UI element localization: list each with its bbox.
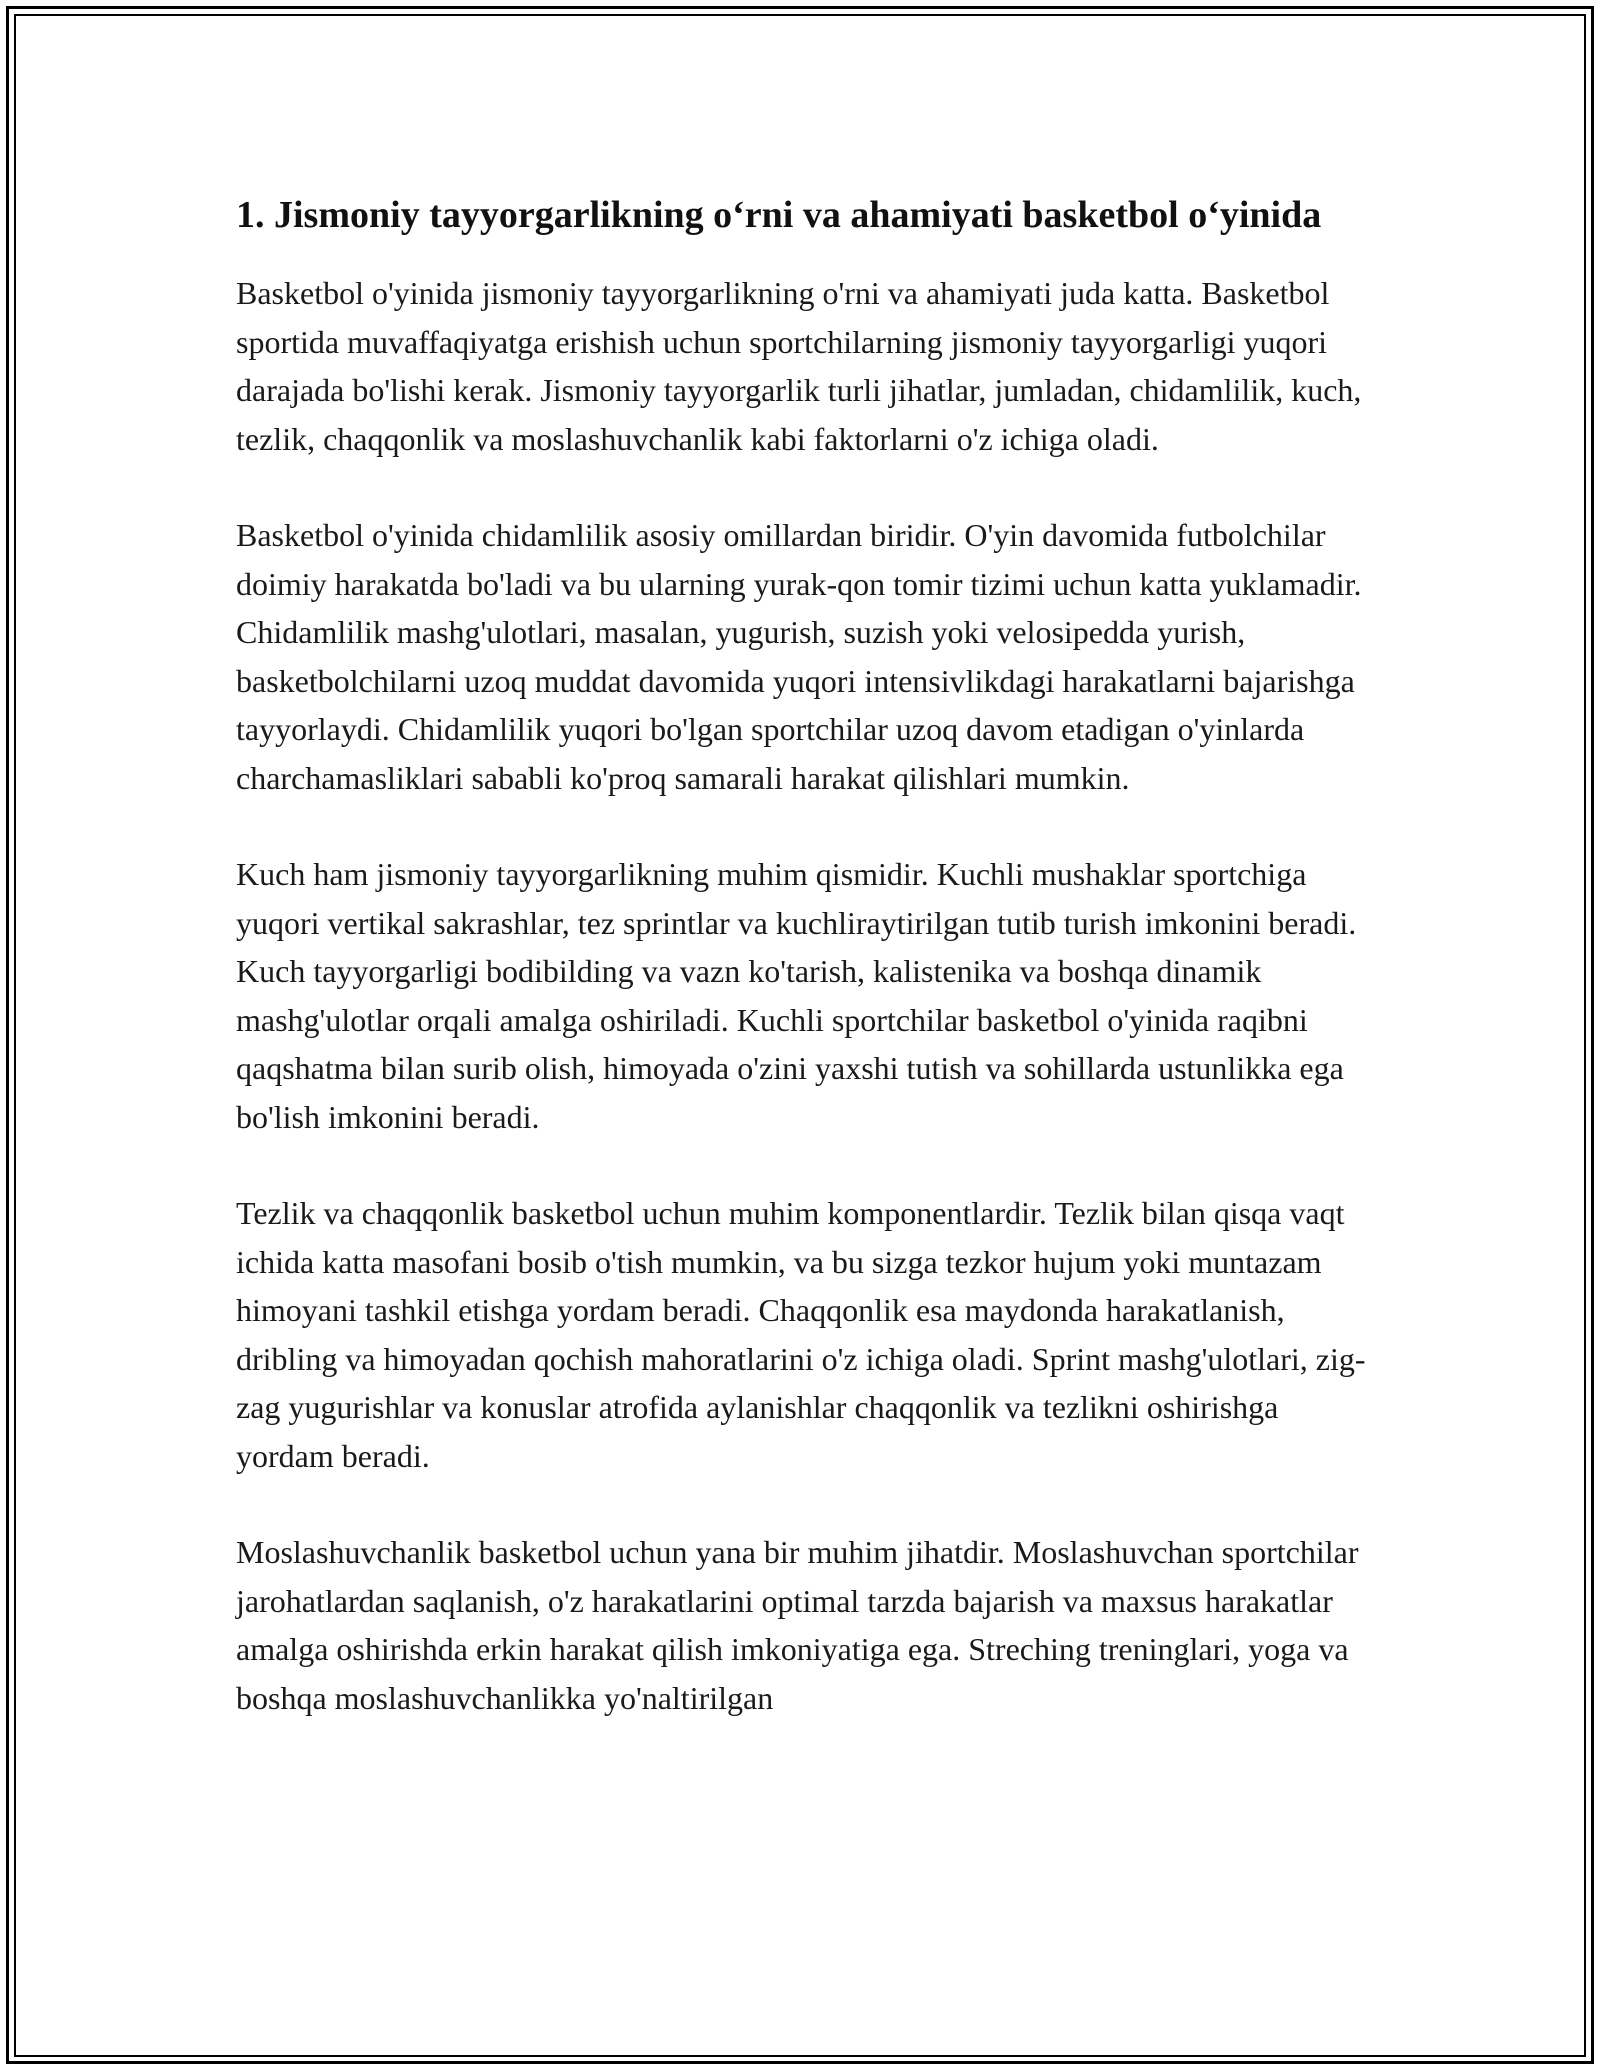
paragraph-speed-agility: Tezlik va chaqqonlik basketbol uchun muhim komponentlardir. Tezlik bilan qisqa vaqt ichida katta masofani bosib o'tish mumkin, va bu sizga tezkor hujum yoki muntazam himoyani tashkil etishga yordam beradi. Chaqqonlik esa maydonda harakatlanish, dribling va himoyadan qochish mahoratlarini o'z ichiga oladi. Sprint mashg'ulotlari, zig-zag yugurishlar va konuslar atrofida aylanishlar chaqqonlik va tezlikni oshirishga yordam beradi. [236,1195,1366,1474]
section-heading: 1. Jismoniy tayyorgarlikning o‘rni va ahamiyati basketbol o‘yinida [236,194,1322,236]
paragraph-flexibility: Moslashuvchanlik basketbol uchun yana bir muhim jihatdir. Moslashuvchan sportchilar jarohatlardan saqlanish, o'z harakatlarini optimal tarzda bajarish va maxsus harakatlar amalga oshirishda erkin harakat qilish imkoniyatiga ega. Streching treninglari, yoga va boshqa moslashuvchanlikka yo'naltirilgan [236,1534,1359,1716]
paragraph-endurance: Basketbol o'yinida chidamlilik asosiy omillardan biridir. O'yin davomida futbolchilar doimiy harakatda bo'ladi va bu ularning yurak-qon tomir tizimi uchun katta yuklamadir. Chidamlilik mashg'ulotlari, masalan, yugurish, suzish yoki velosipedda yurish, basketbolchilarni uzoq muddat davomida yuqori intensivlikdagi harakatlarni bajarishga tayyorlaydi. Chidamlilik yuqori bo'lgan sportchilar uzoq davom etadigan o'yinlarda charchamasliklari sababli ko'proq samarali harakat qilishlari mumkin. [236,517,1362,796]
paragraph-intro: Basketbol o'yinida jismoniy tayyorgarlikning o'rni va ahamiyati juda katta. Basketbol sportida muvaffaqiyatga erishish uchun sportchilarning jismoniy tayyorgarligi yuqori darajada bo'lishi kerak. Jismoniy tayyorgarlik turli jihatlar, jumladan, chidamlilik, kuch, tezlik, chaqqonlik va moslashuvchanlik kabi faktorlarni o'z ichiga oladi. [236,275,1362,457]
paragraph-strength: Kuch ham jismoniy tayyorgarlikning muhim qismidir. Kuchli mushaklar sportchiga yuqori vertikal sakrashlar, tez sprintlar va kuchliraytirilgan tutib turish imkonini beradi. Kuch tayyorgarligi bodibilding va vazn ko'tarish, kalistenika va boshqa dinamik mashg'ulotlar orqali amalga oshiriladi. Kuchli sportchilar basketbol o'yinida raqibni qaqshatma bilan surib olish, himoyada o'zini yaxshi tutish va sohillarda ustunlikka ega bo'lish imkonini beradi. [236,856,1357,1135]
document-body [236,188,1376,1722]
